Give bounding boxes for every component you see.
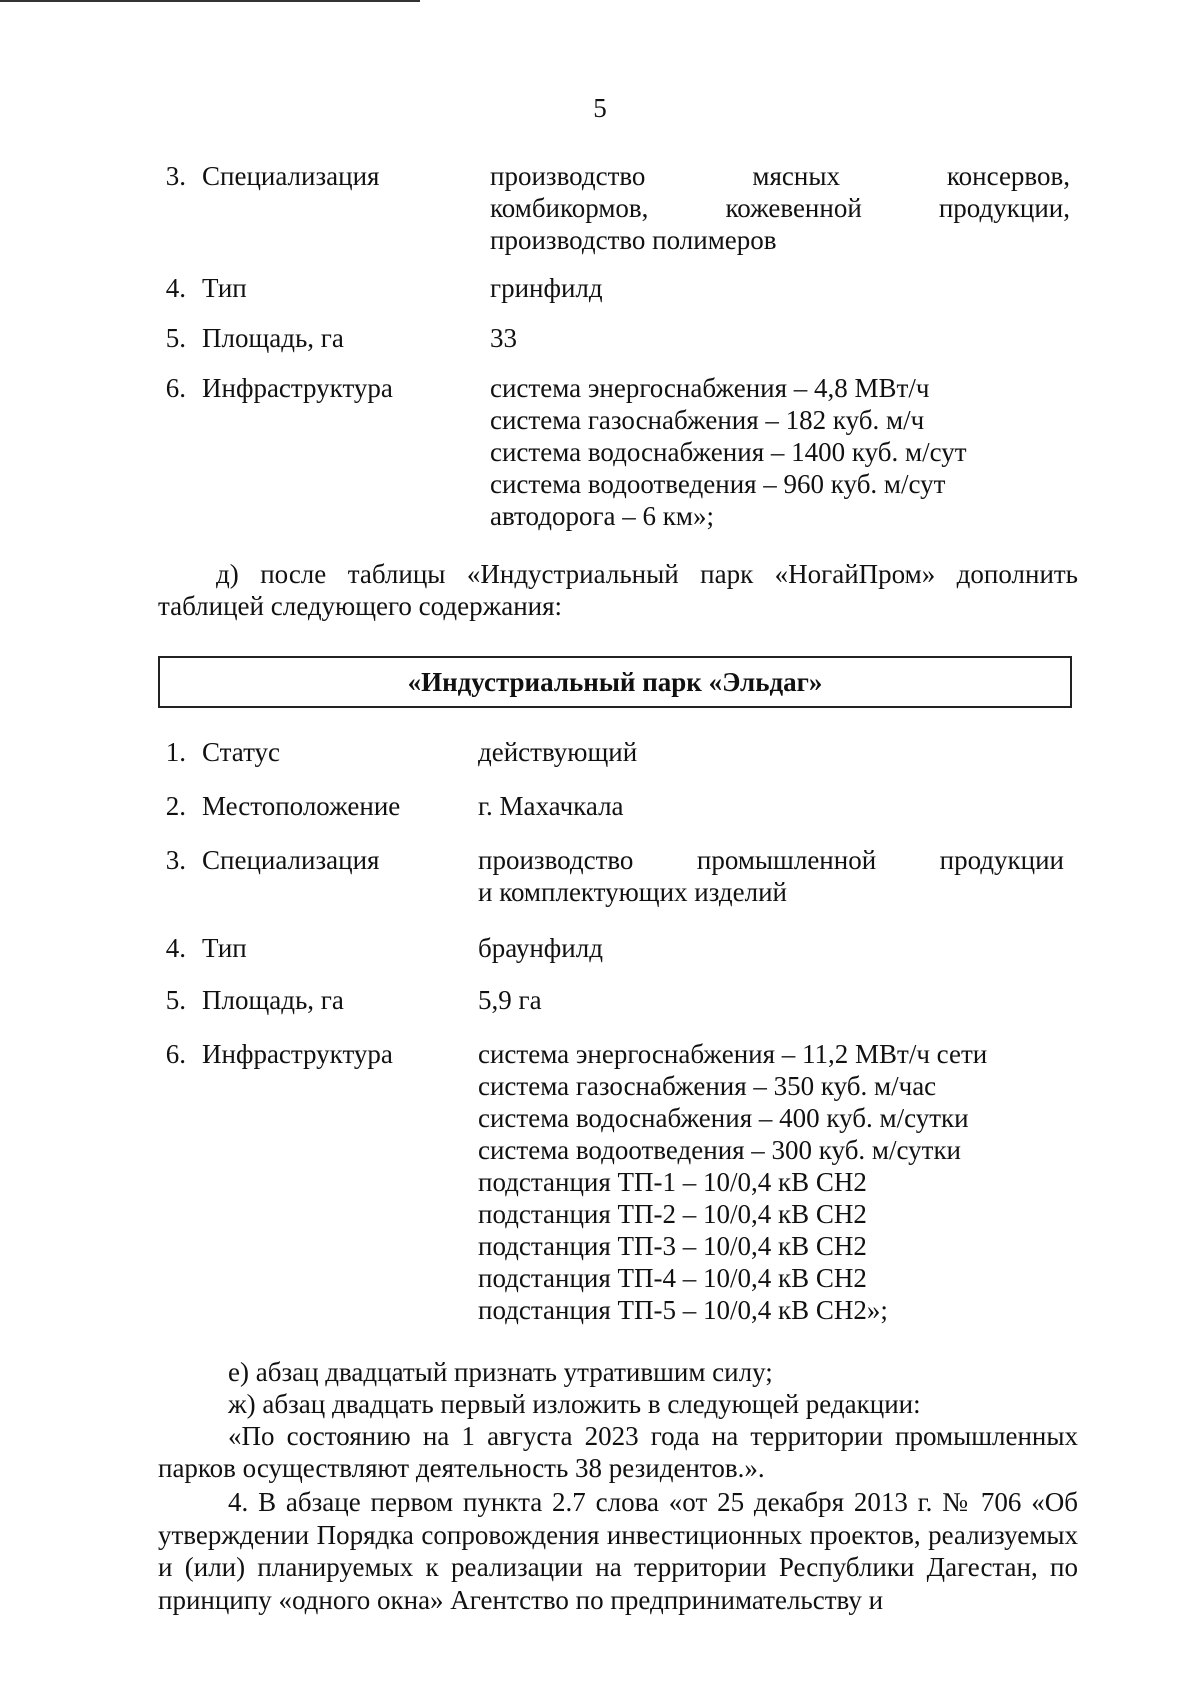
value-line: производство полимеров xyxy=(490,225,777,255)
row-label: Тип xyxy=(202,933,247,963)
value-line: производство мясных консервов, xyxy=(490,161,1070,191)
table-row xyxy=(148,736,1064,768)
row-value xyxy=(478,984,1064,1016)
value-line: система энергоснабжения – 11,2 МВт/ч сети xyxy=(478,1039,988,1069)
row-number: 4. xyxy=(165,933,186,963)
value-line: 5,9 га xyxy=(478,985,542,1015)
row-number: 6. xyxy=(165,373,186,403)
value-line: г. Махачкала xyxy=(478,791,624,821)
value-line: система водоотведения – 300 куб. м/сутки xyxy=(478,1135,962,1165)
value-line: подстанция ТП-1 – 10/0,4 кВ СН2 xyxy=(478,1167,867,1197)
row-number: 5. xyxy=(165,323,186,353)
table-row xyxy=(148,1038,1064,1326)
value-line: браунфилд xyxy=(478,933,603,963)
row-value xyxy=(478,736,1064,768)
row-number: 3. xyxy=(165,161,186,191)
row-number: 2. xyxy=(165,791,186,821)
value-line: система водоснабжения – 400 куб. м/сутки xyxy=(478,1103,969,1133)
value-line: система водоснабжения – 1400 куб. м/сут xyxy=(490,437,967,467)
row-label: Специализация xyxy=(202,161,380,191)
table-row xyxy=(148,844,1064,908)
new-table-title: «Индустриальный парк «Эльдаг» xyxy=(407,667,823,697)
value-line: система водоотведения – 960 куб. м/сут xyxy=(490,469,946,499)
row-value xyxy=(490,272,1070,304)
row-value xyxy=(478,790,1064,822)
value-line: производство промышленной продукции xyxy=(478,845,1064,875)
row-label: Инфраструктура xyxy=(202,1039,393,1069)
row-value xyxy=(478,844,1064,908)
table-row xyxy=(148,790,1064,822)
value-line: подстанция ТП-4 – 10/0,4 кВ СН2 xyxy=(478,1263,867,1293)
value-line: действующий xyxy=(478,737,638,767)
row-label: Местоположение xyxy=(202,791,401,821)
paragraph-4: 4. В абзаце первом пункта 2.7 слова «от 25 декабря 2013 г. № 706 «Об утверждении Порядка сопровождения инвестиционных проектов, реализуемых и (или) планируемых к реализации на территории Республики Дагестан, по принципу «одного окна» Агентство по предпринимательству и xyxy=(158,1487,1078,1615)
value-line: автодорога – 6 км»; xyxy=(490,501,714,531)
row-label: Площадь, га xyxy=(202,985,344,1015)
row-label: Статус xyxy=(202,737,280,767)
new-table-title-box xyxy=(158,656,1072,708)
row-value xyxy=(478,932,1064,964)
scan-edge-line xyxy=(0,0,420,2)
value-line: и комплектующих изделий xyxy=(478,877,788,907)
value-line: подстанция ТП-2 – 10/0,4 кВ СН2 xyxy=(478,1199,867,1229)
row-label: Тип xyxy=(202,273,247,303)
paragraph-quote: «По состоянию на 1 августа 2023 года на территории промышленных парков осуществляют деятельность 38 резидентов.». xyxy=(158,1421,1078,1483)
value-line: гринфилд xyxy=(490,273,603,303)
table-row xyxy=(148,272,1070,304)
row-number: 5. xyxy=(165,985,186,1015)
paragraph-e: е) абзац двадцатый признать утратившим силу; xyxy=(228,1357,773,1387)
value-line: подстанция ТП-3 – 10/0,4 кВ СН2 xyxy=(478,1231,867,1261)
row-value xyxy=(490,322,1070,354)
value-line: подстанция ТП-5 – 10/0,4 кВ СН2»; xyxy=(478,1295,888,1325)
row-value xyxy=(490,372,1070,532)
table-row xyxy=(148,984,1064,1016)
table-row xyxy=(148,160,1070,256)
row-number: 1. xyxy=(165,737,186,767)
row-number: 4. xyxy=(165,273,186,303)
row-label: Площадь, га xyxy=(202,323,344,353)
page-number: 5 xyxy=(593,93,607,123)
table-row xyxy=(148,322,1070,354)
value-line: система газоснабжения – 182 куб. м/ч xyxy=(490,405,925,435)
row-number: 6. xyxy=(165,1039,186,1069)
value-line: 33 xyxy=(490,323,517,353)
paragraph-zh: ж) абзац двадцать первый изложить в следующей редакции: xyxy=(228,1389,921,1419)
table-row xyxy=(148,932,1064,964)
table-row xyxy=(148,372,1070,532)
row-value xyxy=(490,160,1070,256)
value-line: система газоснабжения – 350 куб. м/час xyxy=(478,1071,937,1101)
value-line: комбикормов, кожевенной продукции, xyxy=(490,193,1070,223)
row-label: Специализация xyxy=(202,845,380,875)
row-label: Инфраструктура xyxy=(202,373,393,403)
value-line: система энергоснабжения – 4,8 МВт/ч xyxy=(490,373,930,403)
row-value xyxy=(478,1038,1064,1326)
row-number: 3. xyxy=(165,845,186,875)
paragraph-d: д) после таблицы «Индустриальный парк «НогайПром» дополнить таблицей следующего содержания: xyxy=(158,559,1078,621)
